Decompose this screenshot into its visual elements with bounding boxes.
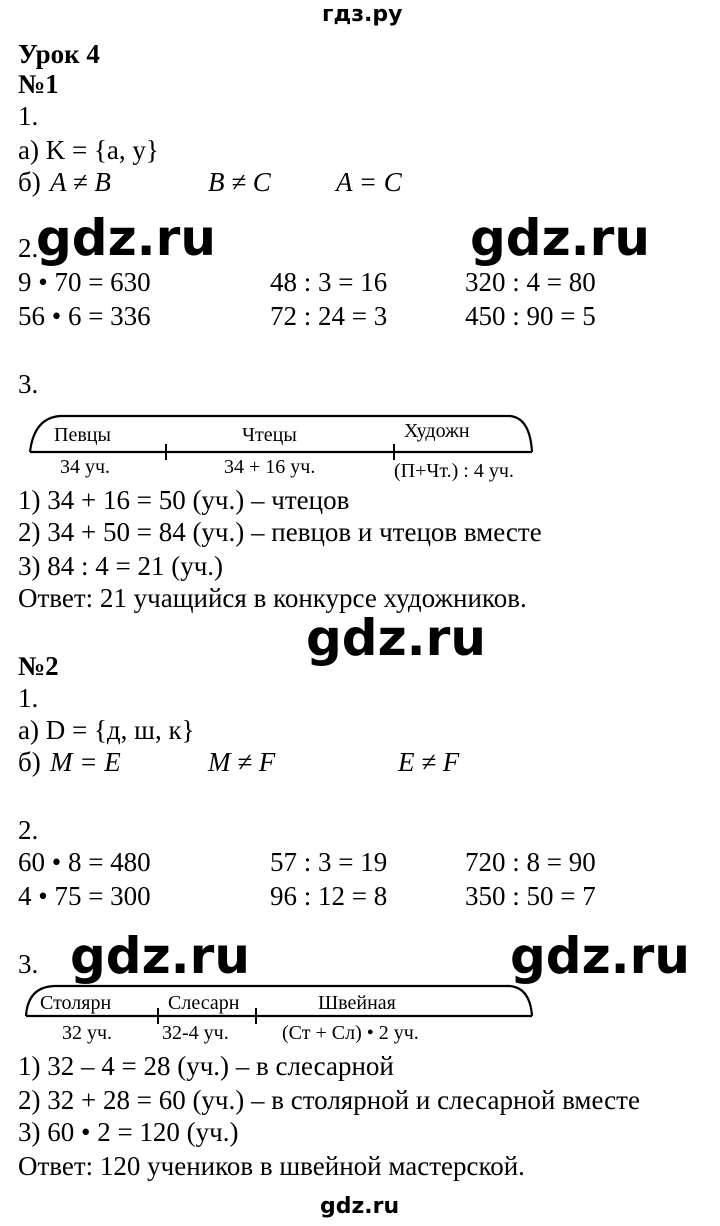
ex1-task2-cell: 56 • 6 = 336 <box>18 301 151 331</box>
ex2-task1-b-item: E ≠ F <box>398 747 460 777</box>
segment-value: 32 уч. <box>62 1022 113 1044</box>
ex1-task2-cell: 48 : 3 = 16 <box>270 267 388 297</box>
ex1-solution-line: 3) 84 : 4 = 21 (уч.) <box>18 551 224 581</box>
ex2-solution-line: 3) 60 • 2 = 120 (уч.) <box>18 1117 239 1147</box>
ex1-task2-cell: 320 : 4 = 80 <box>465 267 596 297</box>
ex1-task2-number: 2. <box>18 233 39 263</box>
ex2-task1-number: 1. <box>18 683 39 713</box>
ex2-title: №2 <box>18 651 59 681</box>
segment-value: (П+Чт.) : 4 уч. <box>394 460 514 482</box>
ex2-task2-cell: 57 : 3 = 19 <box>270 847 388 877</box>
lesson-title: Урок 4 <box>18 39 100 69</box>
segment-value: 32-4 уч. <box>162 1022 229 1044</box>
ex1-task2-cell: 9 • 70 = 630 <box>18 267 151 297</box>
ex1-task2-cell: 450 : 90 = 5 <box>465 301 596 331</box>
ex2-task1-b-item: M = E <box>50 747 121 777</box>
ex2-task1-b-item: M ≠ F <box>208 747 276 777</box>
segment-label: Чтецы <box>242 424 297 446</box>
footer-site-label: gdz.ru <box>320 1194 400 1219</box>
watermark: gdz.ru <box>306 609 486 667</box>
segment-label: Швейная <box>318 992 396 1014</box>
ex2-segment-diagram <box>20 978 550 1056</box>
ex1-task1-b-item: A ≠ B <box>50 167 111 197</box>
segment-diagram-lines <box>20 978 550 1056</box>
segment-label: Художн <box>404 420 470 442</box>
ex2-task2-cell: 720 : 8 = 90 <box>465 847 596 877</box>
ex1-solution-line: 2) 34 + 50 = 84 (уч.) – певцов и чтецов вместе <box>18 517 542 547</box>
segment-label: Слесарн <box>168 992 240 1014</box>
watermark: gdz.ru <box>470 209 650 267</box>
ex2-answer: Ответ: 120 учеников в швейной мастерской. <box>18 1151 525 1181</box>
ex2-solution-line: 2) 32 + 28 = 60 (уч.) – в столярной и слесарной вместе <box>18 1085 640 1115</box>
header-site-label: гдз.ру <box>322 2 403 27</box>
ex2-task2-cell: 4 • 75 = 300 <box>18 881 151 911</box>
ex1-task1-b-prefix: б) <box>18 167 41 197</box>
watermark: gdz.ru <box>510 927 690 985</box>
segment-label: Певцы <box>54 424 111 446</box>
ex2-task2-number: 2. <box>18 815 39 845</box>
watermark: gdz.ru <box>70 927 250 985</box>
ex1-task1-b-item: A = C <box>336 167 402 197</box>
ex2-task2-cell: 96 : 12 = 8 <box>270 881 388 911</box>
watermark: gdz.ru <box>36 209 216 267</box>
ex1-title: №1 <box>18 69 59 99</box>
ex1-segment-diagram <box>20 408 550 486</box>
ex2-task2-cell: 350 : 50 = 7 <box>465 881 596 911</box>
ex1-task3-number: 3. <box>18 369 39 399</box>
ex1-solution-line: 1) 34 + 16 = 50 (уч.) – чтецов <box>18 485 350 515</box>
ex2-task2-cell: 60 • 8 = 480 <box>18 847 151 877</box>
ex2-task1-b-prefix: б) <box>18 747 41 777</box>
segment-value: 34 + 16 уч. <box>224 456 316 478</box>
ex1-task1-a: а) K = {a, y} <box>18 135 159 165</box>
ex1-task2-cell: 72 : 24 = 3 <box>270 301 388 331</box>
ex2-task1-a: а) D = {д, ш, к} <box>18 715 195 745</box>
segment-value: 34 уч. <box>60 456 111 478</box>
segment-value: (Ст + Сл) • 2 уч. <box>282 1022 419 1044</box>
ex1-task1-number: 1. <box>18 101 39 131</box>
ex2-solution-line: 1) 32 – 4 = 28 (уч.) – в слесарной <box>18 1051 394 1081</box>
ex2-task3-number: 3. <box>18 949 39 979</box>
ex1-answer: Ответ: 21 учащийся в конкурсе художников. <box>18 583 527 613</box>
ex1-task1-b-item: B ≠ C <box>208 167 271 197</box>
segment-label: Столярн <box>40 992 112 1014</box>
